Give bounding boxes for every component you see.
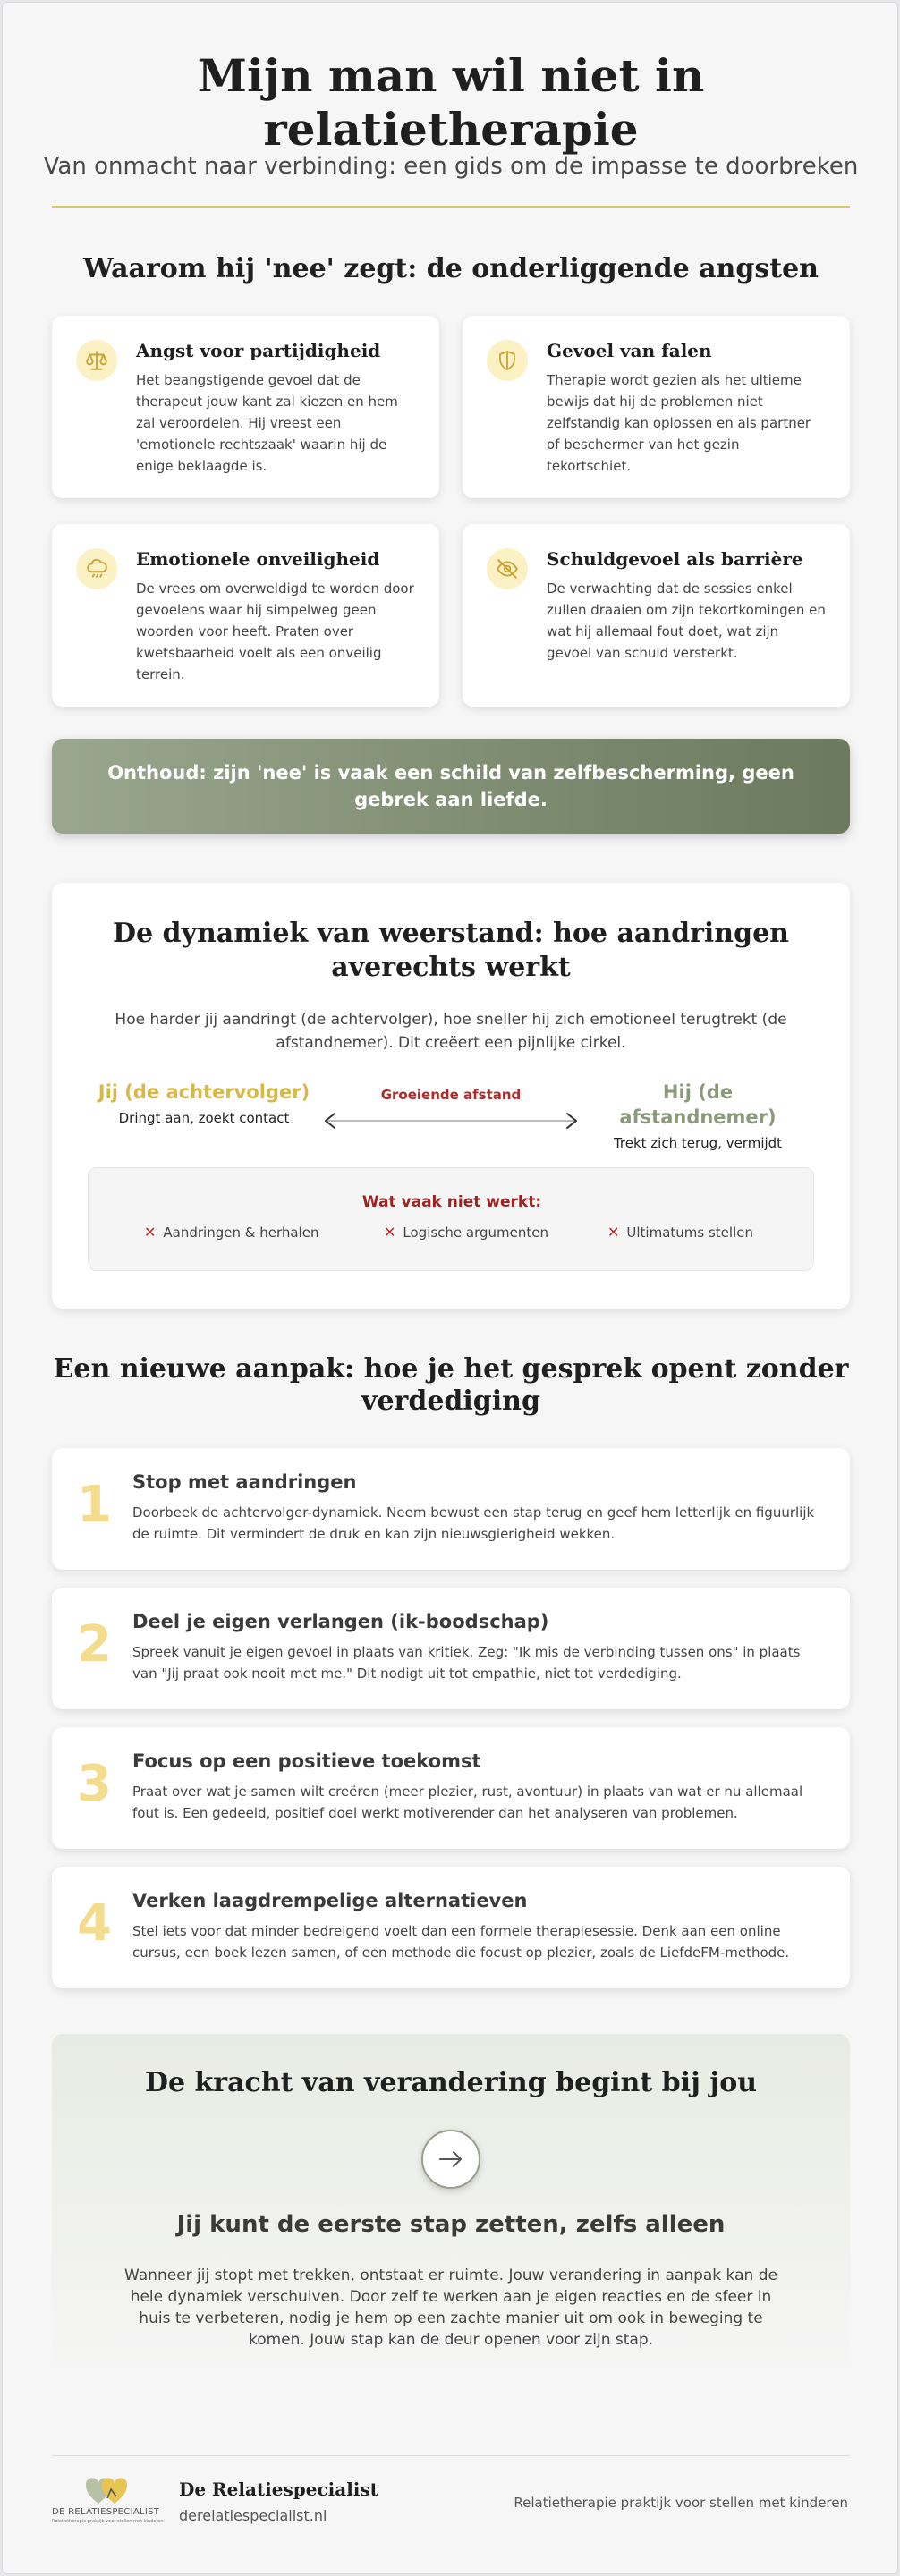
- reminder-text: Onthoud: zijn 'nee' is vaak een schild van zelfbescherming, geen gebrek aan liefde.: [107, 762, 794, 810]
- fear-text: De verwachting dat de sessies enkel zullen draaien om zijn tekortkomingen en wat hij allemaal fout doet, wat zijn gevoel van schuld versterkt.: [547, 580, 826, 661]
- fear-text: Therapie wordt gezien als het ultieme bewijs dat hij de problemen niet zelfstandig kan oplossen en als partner of beschermer van het gezin tekortschiet.: [547, 372, 811, 474]
- distancer-desc: Trekt zich terug, vermijdt: [613, 1135, 783, 1151]
- double-arrow-icon: [320, 1110, 582, 1131]
- fear-text: Het beangstigende gevoel dat de therapeut jouw kant zal kiezen en hem zal veroordelen. Hij vreest een 'emotionele rechtszaak' waarin hij de enige beklaagde is.: [136, 372, 398, 474]
- not-working-title: Wat vaak niet werkt:: [361, 1193, 542, 1211]
- growing-distance-indicator: [320, 1087, 582, 1140]
- step-number: 1: [77, 1476, 112, 1534]
- cross-icon: ✕: [607, 1224, 620, 1241]
- balance-scale-icon: [76, 340, 117, 381]
- step-card-3: [52, 1727, 850, 1849]
- fear-card-failure: [463, 316, 850, 498]
- step-text: Doorbeek de achtervolger-dynamiek. Neem bewust een stap terug en geef hem letterlijk en figuurlijk de ruimte. Dit vermindert de druk en kan zijn nieuwsgierigheid wekken.: [132, 1504, 815, 1542]
- fear-card-guilt: [463, 524, 850, 707]
- logo-wordmark: DE RELATIESPECIALIST: [52, 2507, 160, 2517]
- step-title: Focus op een positieve toekomst: [132, 1750, 481, 1772]
- reminder-banner: [52, 739, 850, 834]
- cross-icon: ✕: [384, 1224, 396, 1241]
- not-working-item: ✕ Logische argumenten: [384, 1224, 549, 1241]
- infographic-page: [2, 2, 898, 2574]
- step-number: 3: [77, 1755, 112, 1813]
- logo-hearts-icon: [86, 2477, 134, 2507]
- pursuer-name: Jij (de achtervolger): [98, 1081, 310, 1103]
- shield-icon: [487, 340, 528, 381]
- fear-text: De vrees om overweldigd te worden door gevoelens waar hij simpelweg geen woorden voor heeft. Praten over kwetsbaarheid voelt als een onveilig terrein.: [136, 580, 414, 682]
- distancer-name: Hij (de afstandnemer): [619, 1081, 777, 1128]
- step-text: Stel iets voor dat minder bedreigend voelt dan een formele therapiesessie. Denk aan een online cursus, een boek lezen samen, of een methode die focust op plezier, zoals de LiefdeFM-methode.: [132, 1923, 790, 1961]
- fear-title: Schuldgevoel als barrière: [547, 548, 803, 570]
- logo-tagline: Relatietherapie praktijk voor stellen met kinderen: [52, 2519, 164, 2524]
- not-working-item: ✕ Ultimatums stellen: [607, 1224, 753, 1241]
- fear-title: Gevoel van falen: [547, 340, 712, 361]
- dynamics-card: [52, 883, 850, 1309]
- footer-url-link[interactable]: derelatiespecialist.nl: [179, 2507, 327, 2524]
- footer-divider: [52, 2455, 850, 2456]
- not-working-box: [88, 1167, 814, 1271]
- change-title: De kracht van verandering begint bij jou: [144, 2067, 758, 2098]
- step-title: Deel je eigen verlangen (ik-boodschap): [132, 1611, 549, 1632]
- page-subtitle: Van onmacht naar verbinding: een gids om de impasse te doorbreken: [43, 153, 859, 180]
- growing-distance-label: Groeiende afstand: [380, 1087, 522, 1103]
- fear-card-partiality: [52, 316, 439, 498]
- arrow-right-icon[interactable]: [421, 2130, 480, 2189]
- step-title: Verken laagdrempelige alternatieven: [132, 1890, 528, 1911]
- dynamics-title: De dynamiek van weerstand: hoe aandringen averechts werkt: [113, 918, 789, 983]
- fear-title: Angst voor partijdigheid: [136, 340, 381, 361]
- step-card-1: [52, 1448, 850, 1570]
- footer-brand-name: De Relatiespecialist: [179, 2479, 378, 2500]
- fear-card-emotional-unsafety: [52, 524, 439, 707]
- change-section: [52, 2034, 850, 2392]
- dynamics-text: Hoe harder jij aandringt (de achtervolger), hoe sneller hij zich emotioneel terugtrekt (de afstandnemer). Dit creëert een pijnlijke cirkel.: [115, 1011, 787, 1052]
- change-text: Wanneer jij stopt met trekken, ontstaat er ruimte. Jouw verandering in aanpak kan de hele dynamiek verschuiven. Door zelf te werken aan je eigen reacties en de sfeer in huis te verbeteren, nodig je hem op een zachte manier uit om ook in beweging te komen. Jouw stap kan de deur openen voor zijn stap.: [124, 2267, 777, 2349]
- cross-icon: ✕: [144, 1224, 157, 1241]
- approach-section-title: Een nieuwe aanpak: hoe je het gesprek opent zonder verdediging: [53, 1353, 849, 1417]
- distancer-block: [582, 1080, 814, 1153]
- step-number: 2: [77, 1615, 112, 1674]
- fears-section-title: Waarom hij 'nee' zegt: de onderliggende angsten: [83, 253, 819, 284]
- change-subtitle: Jij kunt de eerste stap zetten, zelfs alleen: [176, 2211, 726, 2238]
- step-text: Praat over wat je samen wilt creëren (meer plezier, rust, avontuur) in plaats van wat er nu allemaal fout is. Een gedeeld, positief doel werkt motiverender dan het analyseren van problemen.: [132, 1784, 803, 1821]
- eye-slash-icon: [487, 548, 528, 589]
- footer-tagline: Relatietherapie praktijk voor stellen met kinderen: [514, 2495, 848, 2511]
- step-number: 4: [77, 1894, 112, 1953]
- step-text: Spreek vanuit je eigen gevoel in plaats van kritiek. Zeg: "Ik mis de verbinding tussen ons" in plaats van "Jij praat ook nooit met me." Dit nodigt uit tot empathie, niet tot verdediging.: [132, 1644, 801, 1682]
- page-title: Mijn man wil niet in relatietherapie: [197, 49, 705, 156]
- step-card-2: [52, 1588, 850, 1709]
- step-card-4: [52, 1867, 850, 1988]
- fear-title: Emotionele onveiligheid: [136, 548, 380, 570]
- storm-cloud-icon: [76, 548, 117, 589]
- not-working-item: ✕ Aandringen & herhalen: [144, 1224, 319, 1241]
- pursuer-block: [88, 1080, 320, 1128]
- brand-logo[interactable]: [52, 2477, 168, 2523]
- pursuer-desc: Dringt aan, zoekt contact: [118, 1110, 290, 1126]
- header-divider: [52, 206, 850, 208]
- step-title: Stop met aandringen: [132, 1471, 357, 1493]
